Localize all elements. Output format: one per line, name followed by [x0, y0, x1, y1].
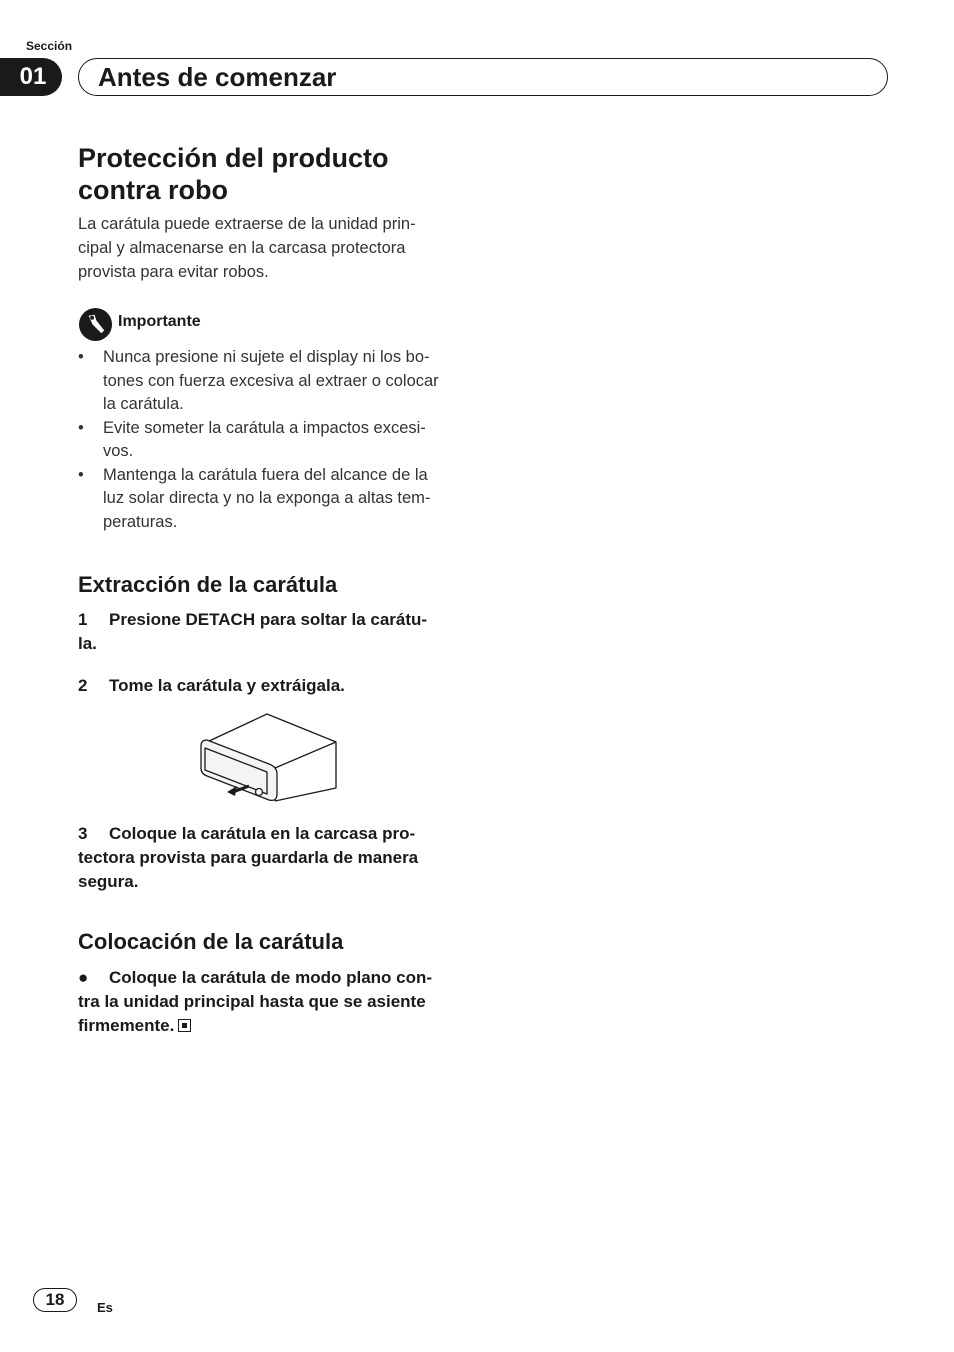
language-code: Es — [97, 1300, 113, 1315]
list-item: • Mantenga la carátula fuera del alcance de la luz solar directa y no la exponga a altas tem- peraturas. — [78, 465, 431, 531]
extraction-step-1: 1 Presione DETACH para soltar la carátu- la. — [78, 610, 428, 653]
list-item: • Evite someter la carátula a impactos excesi- vos. — [78, 418, 426, 460]
page-title-line-1: Protección del producto — [78, 143, 389, 173]
extraction-step-3: 3 Coloque la carátula en la carcasa pro- tectora provista para guardarla de manera segura. — [78, 824, 419, 891]
detach-faceplate-illustration — [197, 712, 343, 804]
bullet-icon: ● — [78, 968, 89, 987]
list-item: • Nunca presione ni sujete el display ni los bo- tones con fuerza excesiva al extraer o colocar la carátula. — [78, 348, 439, 413]
page-title-line-2: contra robo — [78, 175, 229, 205]
extraction-heading: Extracción de la carátula — [78, 572, 338, 597]
extraction-step-2: 2 Tome la carátula y extráigala. — [78, 676, 345, 695]
intro-paragraph: La carátula puede extraerse de la unidad prin- cipal y almacenarse en la carcasa protectora provista para evitar robos. — [78, 215, 416, 281]
important-list — [78, 346, 463, 534]
section-number-badge: 01 — [0, 58, 62, 96]
section-title: Antes de comenzar — [98, 62, 337, 92]
page-title — [78, 142, 463, 206]
important-icon — [78, 307, 113, 342]
bullet-icon: • — [78, 418, 84, 437]
important-label: Importante — [118, 313, 201, 330]
placement-step: ● Coloque la carátula de modo plano con- tra la unidad principal hasta que se asiente firmemente. — [78, 968, 433, 1035]
bullet-icon: • — [78, 465, 84, 484]
end-of-section-icon — [178, 1019, 191, 1032]
page-number: 18 — [33, 1288, 77, 1312]
bullet-icon: • — [78, 348, 84, 366]
section-label: Sección — [26, 39, 73, 53]
placement-heading: Colocación de la carátula — [78, 929, 344, 954]
